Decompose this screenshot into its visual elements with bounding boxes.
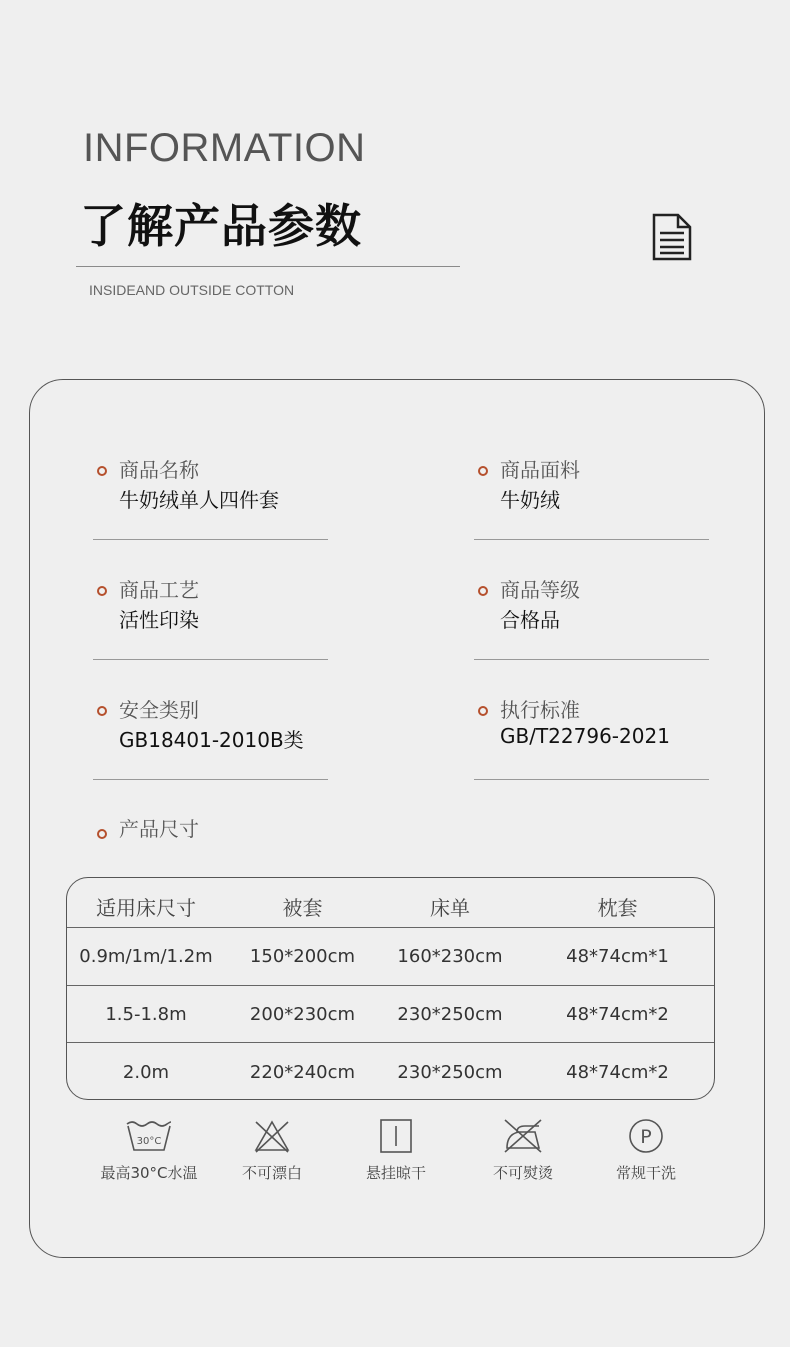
spec-label: 安全类别 — [119, 698, 199, 722]
table-row — [67, 928, 714, 985]
table-row — [67, 986, 714, 1043]
care-item-iron — [463, 1118, 583, 1183]
header-title-cn: 了解产品参数 — [80, 199, 362, 253]
table-cell: 2.0m — [122, 1062, 170, 1083]
table-cell: 48*74cm*2 — [566, 1004, 669, 1025]
no-bleach-icon — [252, 1118, 292, 1154]
care-item-wash — [89, 1118, 209, 1183]
spec-item-grade — [474, 570, 709, 660]
spec-label: 执行标准 — [500, 698, 580, 722]
spec-label: 商品工艺 — [119, 578, 199, 602]
spec-value: 牛奶绒单人四件套 — [119, 488, 279, 512]
table-cell: 200*230cm — [249, 1004, 356, 1025]
table-cell: 1.5-1.8m — [105, 1004, 187, 1025]
care-item-dryclean — [586, 1118, 706, 1183]
header-subtitle: INSIDEAND OUTSIDE COTTON — [89, 282, 295, 298]
table-header-cell: 适用床尺寸 — [96, 896, 196, 920]
spec-item-fabric — [474, 450, 709, 540]
table-cell: 160*230cm — [397, 946, 503, 967]
table-cell: 48*74cm*1 — [566, 946, 669, 967]
care-item-dry — [336, 1118, 456, 1183]
care-label: 悬挂晾干 — [365, 1164, 426, 1182]
table-header-cell: 枕套 — [597, 896, 638, 920]
bullet-icon — [478, 586, 488, 596]
care-label: 常规干洗 — [615, 1164, 676, 1182]
table-divider — [67, 1042, 714, 1043]
spec-value: 牛奶绒 — [500, 488, 560, 512]
care-item-bleach — [212, 1118, 332, 1183]
bullet-icon — [97, 586, 107, 596]
spec-label: 商品等级 — [500, 578, 580, 602]
table-cell: 150*200cm — [249, 946, 356, 967]
table-cell: 230*250cm — [397, 1004, 503, 1025]
spec-value: GB18401-2010B类 — [119, 728, 304, 752]
spec-item-safety — [93, 690, 328, 780]
dry-clean-letter: P — [640, 1126, 652, 1148]
table-cell: 220*240cm — [249, 1062, 356, 1083]
dry-clean-icon — [627, 1118, 665, 1154]
spec-label: 商品名称 — [119, 458, 199, 482]
care-label: 不可熨烫 — [492, 1164, 553, 1182]
spec-value: 合格品 — [500, 608, 560, 632]
size-section-label: 产品尺寸 — [119, 817, 199, 841]
no-iron-icon — [501, 1118, 545, 1154]
size-table — [66, 877, 715, 1100]
spec-item-name — [93, 450, 328, 540]
table-header-cell: 被套 — [282, 896, 323, 920]
spec-value: 活性印染 — [119, 608, 199, 632]
bullet-icon — [478, 466, 488, 476]
spec-value: GB/T22796-2021 — [500, 724, 670, 748]
wash-temp-text: 30°C — [136, 1136, 162, 1147]
header-divider — [76, 266, 460, 267]
spec-label: 商品面料 — [500, 458, 580, 482]
table-cell: 48*74cm*2 — [566, 1062, 669, 1083]
spec-item-craft — [93, 570, 328, 660]
table-header-cell: 床单 — [430, 896, 470, 920]
care-label: 最高30°C水温 — [100, 1164, 198, 1182]
table-cell: 0.9m/1m/1.2m — [79, 946, 213, 967]
bullet-icon — [97, 829, 107, 839]
bullet-icon — [97, 706, 107, 716]
bullet-icon — [478, 706, 488, 716]
care-label: 不可漂白 — [241, 1164, 302, 1182]
table-cell: 230*250cm — [397, 1062, 503, 1083]
spec-item-standard — [474, 690, 709, 780]
hang-dry-icon — [378, 1118, 414, 1154]
table-row — [67, 1044, 714, 1100]
wash-30-icon — [125, 1118, 173, 1154]
header-title-en: INFORMATION — [83, 126, 366, 170]
bullet-icon — [97, 466, 107, 476]
document-icon — [652, 213, 694, 261]
